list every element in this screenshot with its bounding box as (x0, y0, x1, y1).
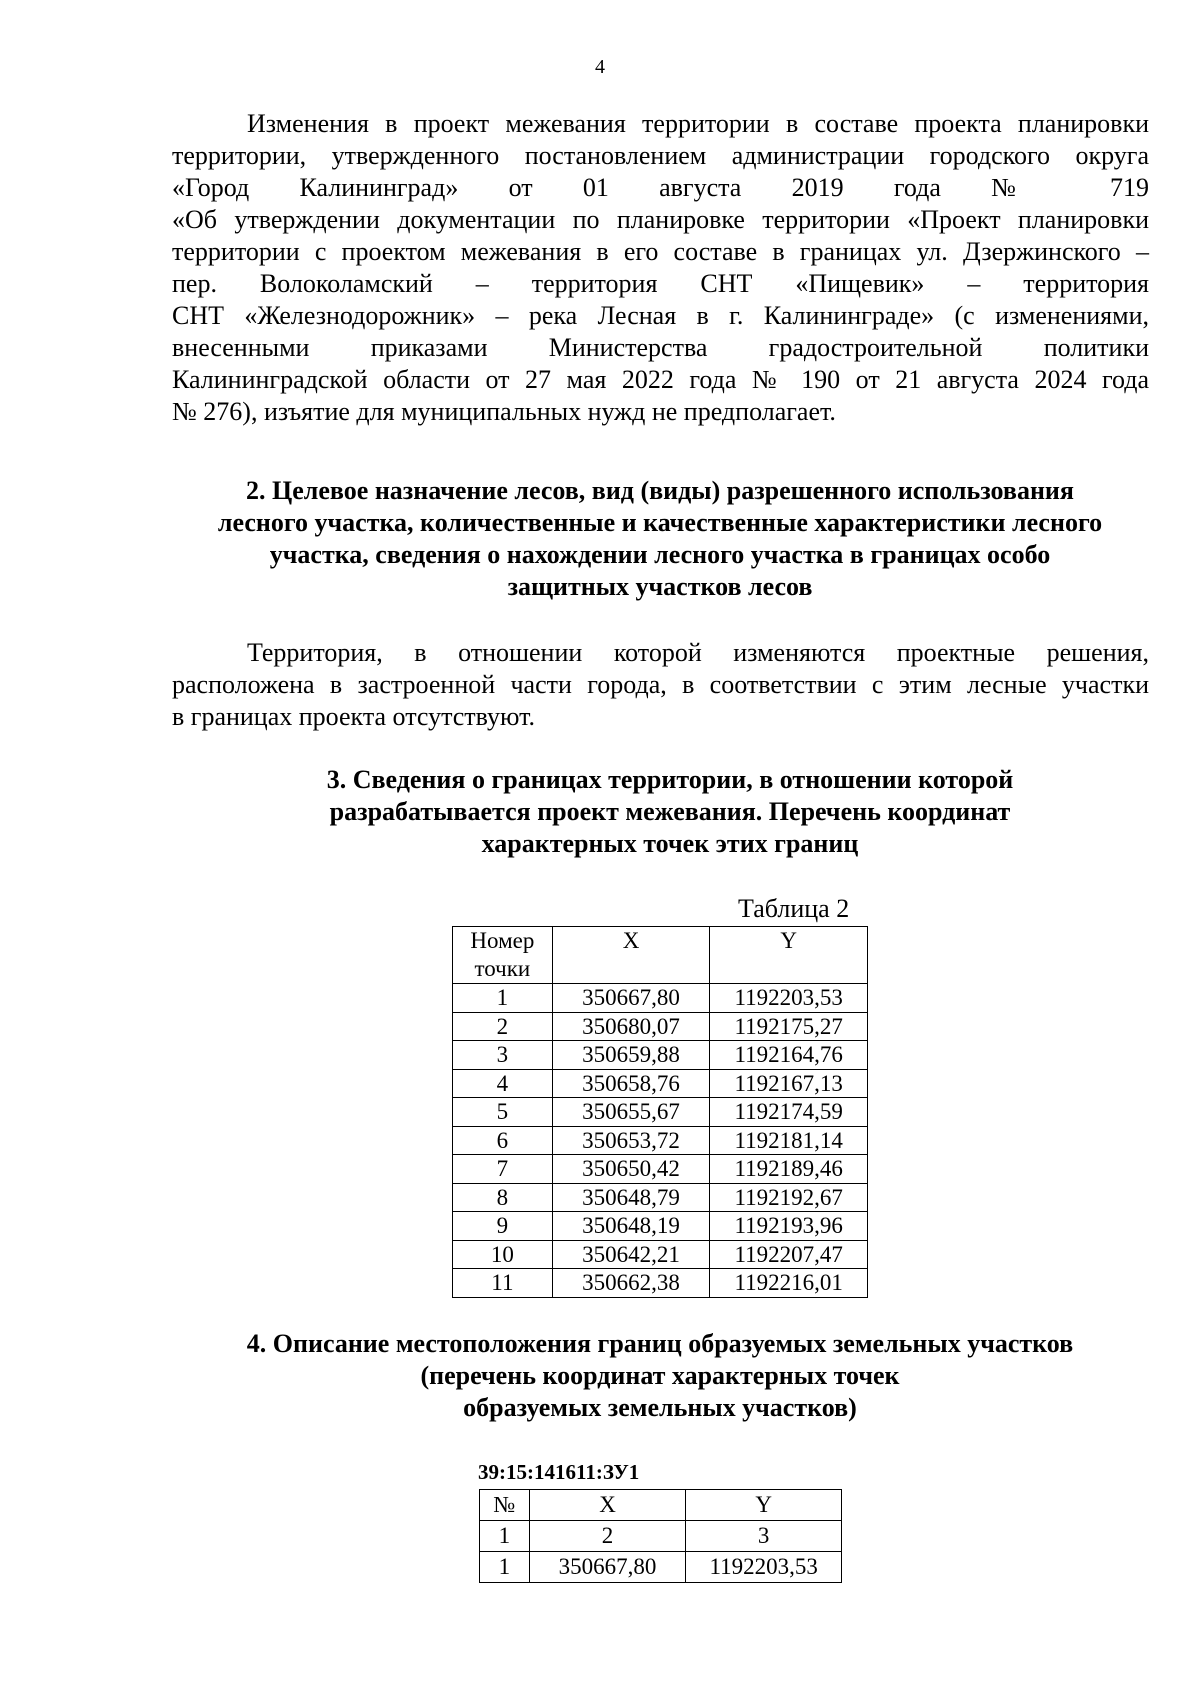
column-header-y: Y (686, 1490, 842, 1521)
cadastral-number: 39:15:141611:ЗУ1 (478, 1460, 640, 1484)
x-cell: 350680,07 (552, 1012, 710, 1041)
text-line: «Город Калининград» от 01 августа 2019 года № 719 (172, 173, 1149, 202)
text-line: СНТ «Железнодорожник» – река Лесная в г. Калининграде» (с изменениями, (172, 301, 1149, 330)
text-line: территории с проектом межевания в его составе в границах ул. Дзержинского – (172, 237, 1149, 266)
x-cell: 350655,67 (552, 1098, 710, 1127)
y-cell: 1192164,76 (710, 1041, 868, 1070)
y-cell: 1192216,01 (710, 1269, 868, 1298)
text-line: Изменения в проект межевания территории в составе проекта планировки (247, 109, 1149, 138)
x-cell: 350667,80 (552, 984, 710, 1013)
text-line: территории, утвержденного постановлением администрации городского округа (172, 141, 1149, 170)
x-cell: 350642,21 (552, 1240, 710, 1269)
boundary-points-table (452, 926, 868, 1298)
y-cell: 1192175,27 (710, 1012, 868, 1041)
text-line: расположена в застроенной части города, в соответствии с этим лесные участки (172, 670, 1149, 699)
table-row (453, 1183, 868, 1212)
point-number-cell: 11 (453, 1269, 553, 1298)
column-header-point-number: Номер точки (453, 927, 553, 984)
text-line: № 276), изъятие для муниципальных нужд не предполагает. (172, 397, 836, 426)
heading-line: защитных участков лесов (507, 572, 813, 601)
column-header-x: X (552, 927, 710, 984)
table-row (453, 984, 868, 1013)
y-cell: 1192174,59 (710, 1098, 868, 1127)
table-row (453, 1012, 868, 1041)
x-cell: 350648,79 (552, 1183, 710, 1212)
point-number-cell: 1 (453, 984, 553, 1013)
column-header-y: Y (710, 927, 868, 984)
column-header-number: № (480, 1490, 530, 1521)
table-2-caption: Таблица 2 (738, 894, 850, 923)
text-line: внесенными приказами Министерства градостроительной политики (172, 333, 1149, 362)
x-cell: 350662,38 (552, 1269, 710, 1298)
table-header-row (453, 927, 868, 984)
table-row (480, 1552, 842, 1583)
point-number-cell: 4 (453, 1069, 553, 1098)
number-cell: 1 (480, 1552, 530, 1583)
x-cell: 350659,88 (552, 1041, 710, 1070)
number-cell: 1 (480, 1521, 530, 1552)
heading-line: лесного участка, количественные и качественные характеристики лесного (217, 508, 1103, 537)
heading-line: 2. Целевое назначение лесов, вид (виды) разрешенного использования (246, 476, 1074, 505)
y-cell: 1192181,14 (710, 1126, 868, 1155)
point-number-cell: 5 (453, 1098, 553, 1127)
heading-line: участка, сведения о нахождении лесного участка в границах особо (269, 540, 1051, 569)
text-line: Территория, в отношении которой изменяются проектные решения, (247, 638, 1149, 667)
table-row (453, 1069, 868, 1098)
table-row (453, 1269, 868, 1298)
section-3-heading (270, 764, 1070, 860)
table-row (453, 1212, 868, 1241)
heading-line: 3. Сведения о границах территории, в отношении которой (326, 765, 1014, 794)
heading-line: (перечень координат характерных точек (420, 1361, 900, 1390)
table-row (480, 1521, 842, 1552)
page-number: 4 (595, 56, 605, 78)
text-line: Калининградской области от 27 мая 2022 года № 190 от 21 августа 2024 года (172, 365, 1149, 394)
y-cell: 1192189,46 (710, 1155, 868, 1184)
point-number-cell: 10 (453, 1240, 553, 1269)
point-number-cell: 3 (453, 1041, 553, 1070)
point-number-cell: 8 (453, 1183, 553, 1212)
table-row (453, 1240, 868, 1269)
table-row (453, 1098, 868, 1127)
y-cell: 1192192,67 (710, 1183, 868, 1212)
heading-line: разрабатывается проект межевания. Перечень координат (329, 797, 1011, 826)
x-cell: 350658,76 (552, 1069, 710, 1098)
y-cell: 1192203,53 (710, 984, 868, 1013)
y-cell: 1192203,53 (686, 1552, 842, 1583)
y-cell: 1192193,96 (710, 1212, 868, 1241)
text-line: пер. Волоколамский – территория СНТ «Пищевик» – территория (172, 269, 1149, 298)
table-header-row (480, 1490, 842, 1521)
y-cell: 3 (686, 1521, 842, 1552)
point-number-cell: 6 (453, 1126, 553, 1155)
x-cell: 350648,19 (552, 1212, 710, 1241)
x-cell: 350650,42 (552, 1155, 710, 1184)
text-line: в границах проекта отсутствуют. (172, 702, 536, 731)
point-number-cell: 7 (453, 1155, 553, 1184)
x-cell: 2 (529, 1521, 686, 1552)
y-cell: 1192167,13 (710, 1069, 868, 1098)
heading-line: образуемых земельных участков) (463, 1393, 857, 1422)
x-cell: 350667,80 (529, 1552, 686, 1583)
table-row (453, 1155, 868, 1184)
section-4-heading (150, 1328, 1170, 1424)
x-cell: 350653,72 (552, 1126, 710, 1155)
table-row (453, 1126, 868, 1155)
heading-line: характерных точек этих границ (481, 829, 859, 858)
land-plot-coordinates-table (479, 1489, 842, 1583)
section-2-paragraph (172, 637, 1149, 733)
y-cell: 1192207,47 (710, 1240, 868, 1269)
intro-paragraph (172, 108, 1149, 428)
point-number-cell: 9 (453, 1212, 553, 1241)
column-header-x: X (529, 1490, 686, 1521)
point-number-cell: 2 (453, 1012, 553, 1041)
heading-line: 4. Описание местоположения границ образуемых земельных участков (246, 1329, 1074, 1358)
table-row (453, 1041, 868, 1070)
section-2-heading (150, 475, 1170, 603)
text-line: «Об утверждении документации по планировке территории «Проект планировки (172, 205, 1149, 234)
